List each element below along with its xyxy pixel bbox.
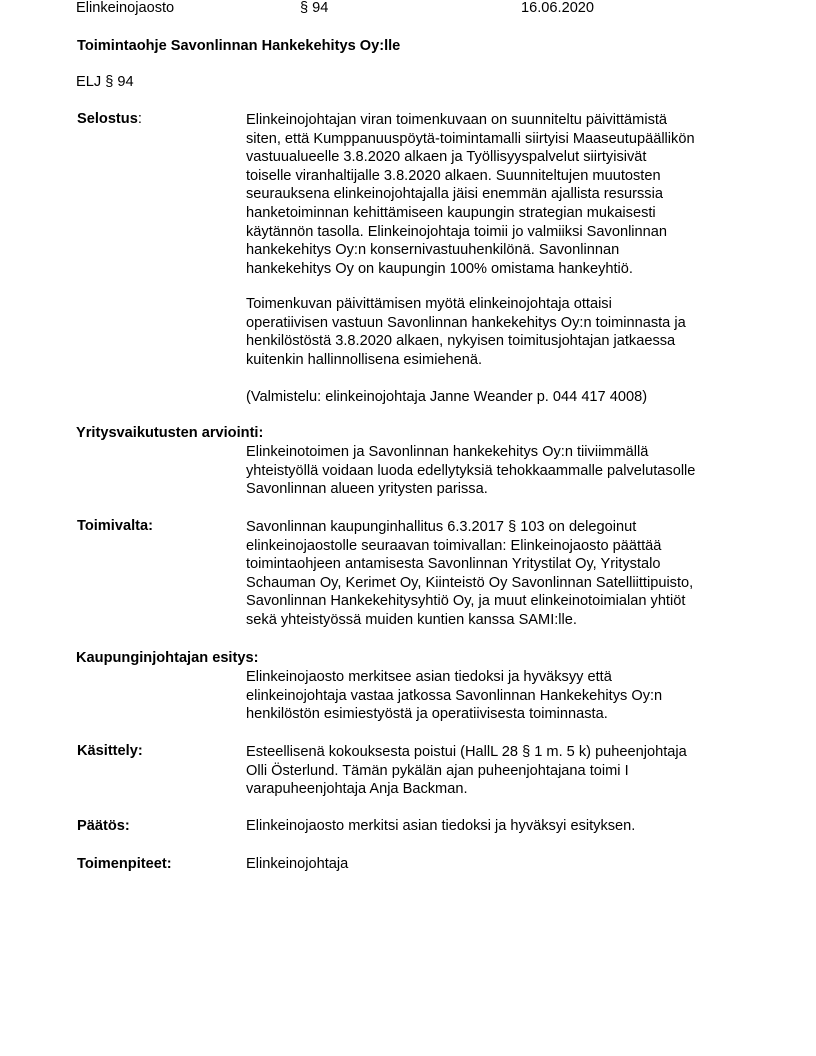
text-line: vastuualueelle 3.8.2020 alkaen ja Työllisyyspalvelut siirtyisivät (246, 149, 647, 166)
text-line: elinkeinojaostolle seuraavan toimivallan: Elinkeinojaosto päättää (246, 537, 662, 554)
selostus-paragraph-2 (246, 295, 766, 369)
esitys-label: Kaupunginjohtajan esitys: (76, 650, 259, 666)
text-line: Savonlinnan alueen yritysten parissa. (246, 481, 488, 498)
document-title: Toimintaohje Savonlinnan Hankekehitys Oy:lle (77, 38, 401, 54)
text-line: Elinkeinotoimen ja Savonlinnan hankekehitys Oy:n tiiviimmällä (246, 444, 649, 460)
preparer-note: (Valmistelu: elinkeinojohtaja Janne Weander p. 044 417 4008) (246, 389, 648, 405)
toimivalta-label: Toimivalta: (77, 518, 153, 534)
text-line: Savonlinnan Hankekehitysyhtiö Oy, ja muut elinkeinotoimialan yhtiöt (246, 593, 686, 610)
selostus-label-text: Selostus (77, 111, 138, 127)
header-date: 16.06.2020 (521, 0, 595, 16)
text-line: Esteellisenä kokouksesta poistui (HallL 28 § 1 m. 5 k) puheenjohtaja (246, 744, 687, 760)
text-line: henkilöstöstä 3.8.2020 alkaen, nykyisen toimitusjohtajan jatkaessa (246, 333, 676, 350)
toimenpiteet-label: Toimenpiteet: (77, 856, 172, 872)
esitys-paragraph (246, 668, 766, 724)
text-line: kuitenkin hallinnollisena esimiehenä. (246, 351, 483, 368)
paatos-text: Elinkeinojaosto merkitsi asian tiedoksi ja hyväksyi esityksen. (246, 818, 636, 834)
text-line: Elinkeinojohtajan viran toimenkuvaan on suunniteltu päivittämistä (246, 112, 668, 128)
text-line: Olli Österlund. Tämän pykälän ajan puheenjohtajana toimi I (246, 762, 629, 779)
text-line: Toimenkuvan päivittämisen myötä elinkeinojohtaja ottaisi (246, 296, 612, 312)
text-line: hankekehitys Oy on kaupungin 100% omistama hankeyhtiö. (246, 260, 633, 277)
toimivalta-paragraph (246, 518, 766, 630)
text-line: Elinkeinojaosto merkitsee asian tiedoksi ja hyväksyy että (246, 669, 612, 685)
text-line: sekä yhteistyössä muiden kuntien kanssa SAMI:lle. (246, 611, 577, 628)
text-line: hankekehitys Oy:n konsernivastuuhenkilönä. Savonlinnan (246, 242, 620, 259)
text-line: Savonlinnan kaupunginhallitus 6.3.2017 § 103 on delegoinut (246, 519, 637, 535)
text-line: Schauman Oy, Kerimet Oy, Kiinteistö Oy Savonlinnan Satelliittipuisto, (246, 574, 694, 591)
text-line: seurauksena elinkeinojohtajalla jäisi enemmän ajallista resurssia (246, 186, 663, 203)
text-line: varapuheenjohtaja Anja Backman. (246, 781, 468, 798)
text-line: yhteistyöllä voidaan luoda edellytyksiä tehokkaammalle palvelutasolle (246, 462, 696, 479)
yritysvaikutukset-label: Yritysvaikutusten arviointi: (76, 425, 264, 441)
paatos-label: Päätös: (77, 818, 130, 834)
selostus-label (77, 111, 142, 127)
selostus-paragraph-1 (246, 111, 766, 278)
text-line: siten, että Kumppanuuspöytä-toimintamalli siirtyisi Maaseutupäällikön (246, 130, 695, 147)
header-body-name: Elinkeinojaosto (76, 0, 175, 16)
yritysvaikutukset-paragraph (246, 443, 766, 499)
text-line: hanketoiminnan kehittämiseen kaupungin strategian mukaisesti (246, 204, 656, 221)
selostus-label-colon: : (137, 111, 142, 127)
header-section-number: § 94 (300, 0, 329, 16)
text-line: toimintaohjeen antamisesta Savonlinnan Yritystilat Oy, Yritystalo (246, 556, 661, 573)
kasittely-paragraph (246, 743, 766, 799)
text-line: operatiivisen vastuun Savonlinnan hankekehitys Oy:n toiminnasta ja (246, 314, 686, 331)
text-line: käytännön tasolla. Elinkeinojohtaja toimii jo valmiiksi Savonlinnan (246, 223, 668, 240)
reference: ELJ § 94 (76, 74, 134, 90)
text-line: elinkeinojohtaja vastaa jatkossa Savonlinnan Hankekehitys Oy:n (246, 687, 663, 704)
toimenpiteet-text: Elinkeinojohtaja (246, 856, 349, 872)
kasittely-label: Käsittely: (77, 743, 143, 759)
text-line: henkilöstön esimiestyöstä ja operatiivisesta toiminnasta. (246, 706, 608, 723)
text-line: toiselle viranhaltijalle 3.8.2020 alkaen. Suunniteltujen muutosten (246, 167, 661, 184)
